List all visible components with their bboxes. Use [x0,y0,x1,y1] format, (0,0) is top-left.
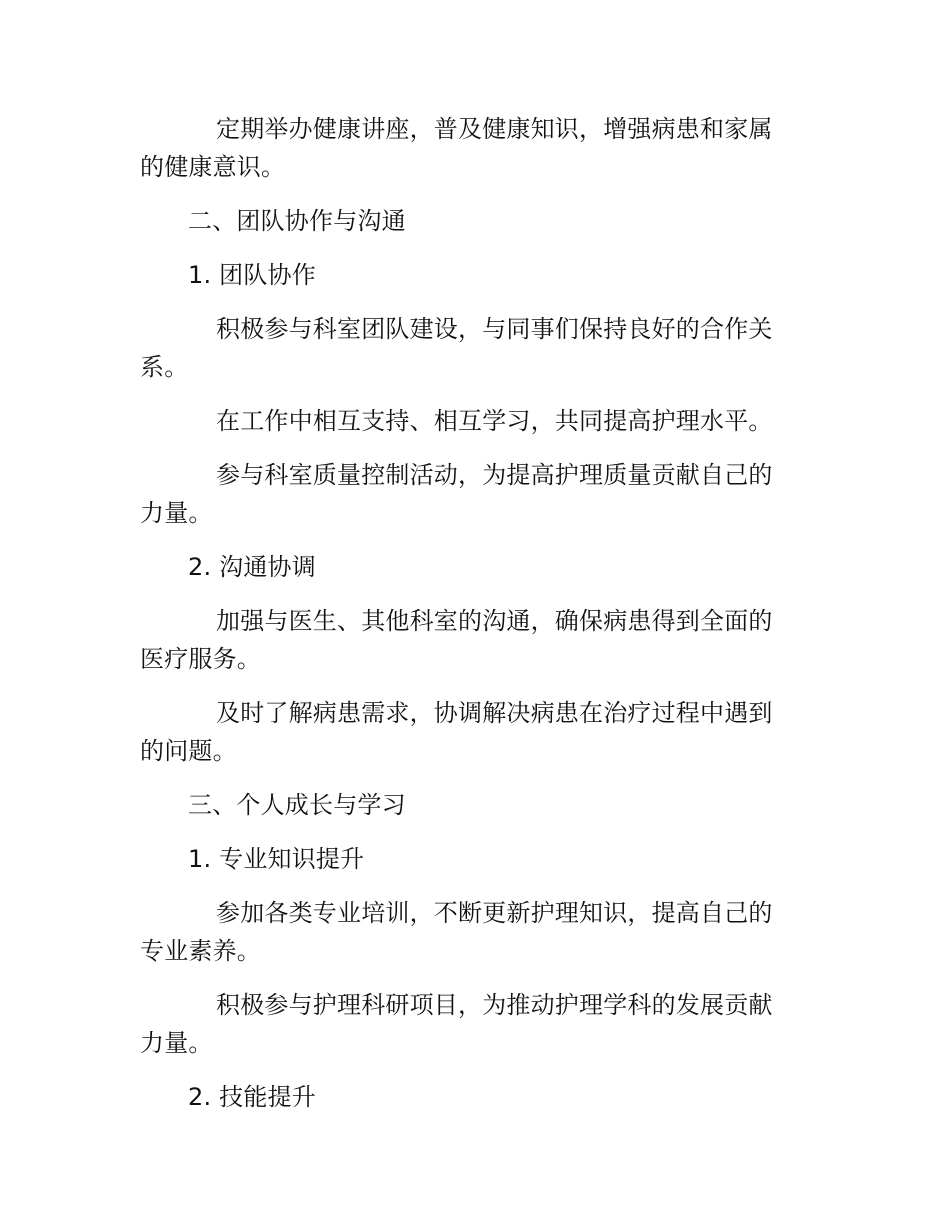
subheading-professional-knowledge: 1. 专业知识提升 [188,845,365,873]
paragraph-mutual-support: 在工作中相互支持、相互学习，共同提高护理水平。 [216,407,773,435]
paragraph-patient-needs: 及时了解病患需求，协调解决病患在治疗过程中遇到的问题。 [140,699,773,765]
subheading-skill-improvement: 2. 技能提升 [188,1083,316,1111]
document-page [140,110,790,1132]
paragraph-team-building: 积极参与科室团队建设，与同事们保持良好的合作关系。 [140,315,773,381]
subheading-communication: 2. 沟通协调 [188,553,316,581]
paragraph-doctor-communication: 加强与医生、其他科室的沟通，确保病患得到全面的医疗服务。 [140,607,773,673]
paragraph-training: 参加各类专业培训，不断更新护理知识，提高自己的专业素养。 [140,899,773,965]
paragraph-health-lectures: 定期举办健康讲座，普及健康知识，增强病患和家属的健康意识。 [140,115,773,181]
paragraph-quality-control: 参与科室质量控制活动，为提高护理质量贡献自己的力量。 [140,461,773,527]
paragraph-research: 积极参与护理科研项目，为推动护理学科的发展贡献力量。 [140,991,773,1057]
subheading-team-collaboration: 1. 团队协作 [188,261,316,289]
section-heading-personal-growth: 三、个人成长与学习 [188,791,406,819]
section-heading-teamwork: 二、团队协作与沟通 [188,207,406,235]
